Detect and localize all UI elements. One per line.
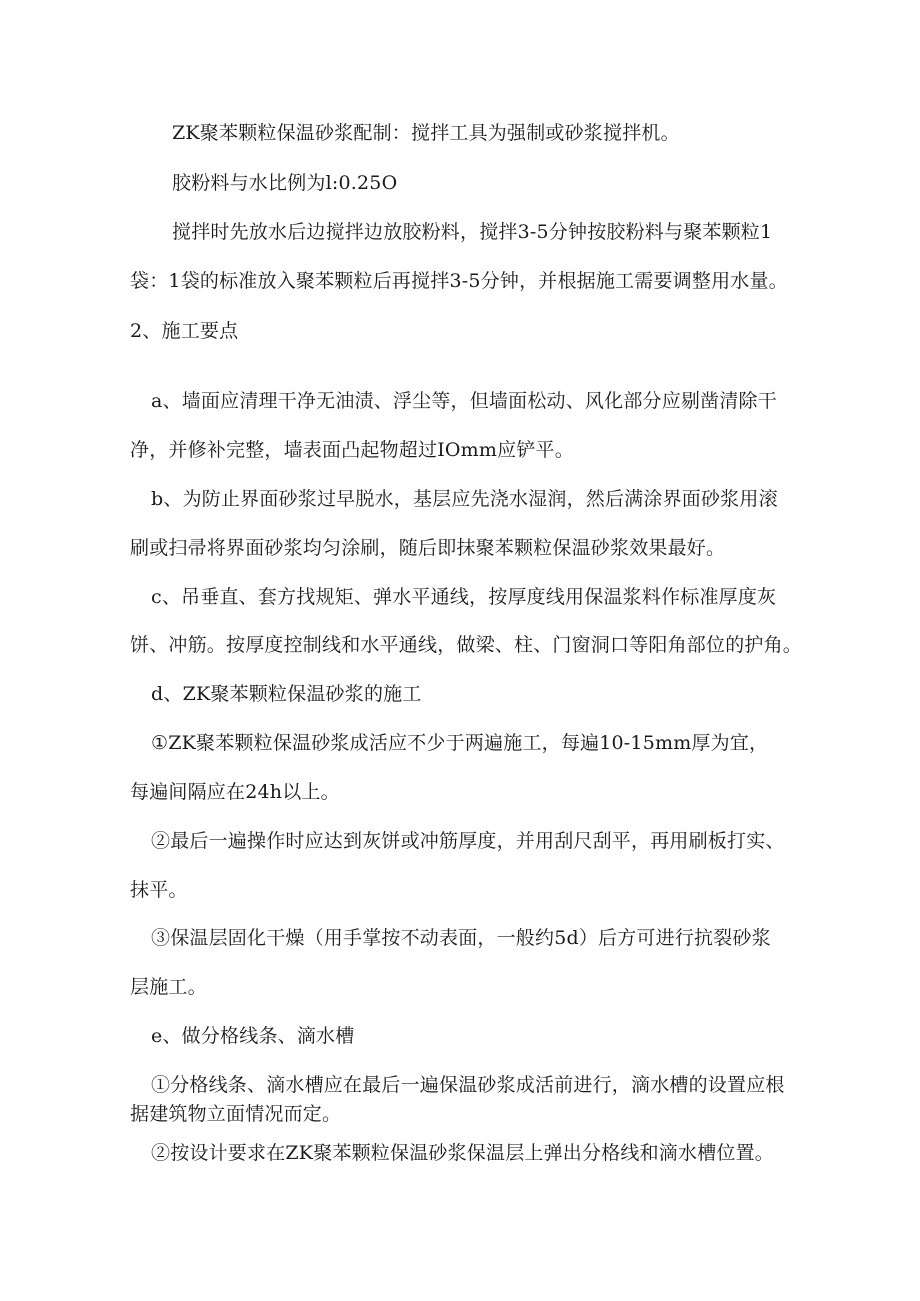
text-line: ①ZK聚苯颗粒保温砂浆成活应不少于两遍施工，每遍10-15mm厚为宜， <box>151 732 769 754</box>
text-line: 搅拌时先放水后边搅拌边放胶粉料，搅拌3-5分钟按胶粉料与聚苯颗粒1 <box>172 221 773 243</box>
text-line: 层施工。 <box>130 976 207 998</box>
text-line: b、为防止界面砂浆过早脱水，基层应先浇水湿润，然后满涂界面砂浆用滚 <box>151 488 778 510</box>
text-line: c、吊垂直、套方找规矩、弹水平通线，按厚度线用保温浆料作标准厚度灰 <box>151 586 777 608</box>
text-line: 刷或扫帚将界面砂浆均匀涂刷，随后即抹聚苯颗粒保温砂浆效果最好。 <box>130 537 726 559</box>
text-line: 抹平。 <box>130 879 188 901</box>
text-line: 饼、冲筋。按厚度控制线和水平通线，做梁、柱、门窗洞口等阳角部位的护角。 <box>130 634 803 656</box>
text-line: ZK聚苯颗粒保温砂浆配制：搅拌工具为强制或砂浆搅拌机。 <box>172 122 680 144</box>
subsection-heading: d、ZK聚苯颗粒保温砂浆的施工 <box>151 683 422 705</box>
text-line: ③保温层固化干燥（用手掌按不动表面，一般约5d）后方可进行抗裂砂浆 <box>151 927 771 949</box>
subsection-heading: e、做分格线条、滴水槽 <box>151 1025 355 1047</box>
text-line: 胶粉料与水比例为l:0.25O <box>172 172 398 194</box>
text-line: 每遍间隔应在24h以上。 <box>130 781 340 803</box>
text-line: 据建筑物立面情况而定。 <box>130 1103 342 1125</box>
text-line: ②按设计要求在ZK聚苯颗粒保温砂浆保温层上弹出分格线和滴水槽位置。 <box>151 1142 774 1164</box>
text-line: 净，并修补完整，墙表面凸起物超过IOmm应铲平。 <box>130 439 574 461</box>
text-line: a、墙面应清理干净无油渍、浮尘等，但墙面松动、风化部分应剔凿清除干 <box>151 390 777 412</box>
section-heading: 2、施工要点 <box>130 320 239 342</box>
text-line: ②最后一遍操作时应达到灰饼或冲筋厚度，并用刮尺刮平，再用刷板打实、 <box>151 830 785 852</box>
text-line: ①分格线条、滴水槽应在最后一遍保温砂浆成活前进行，滴水槽的设置应根 <box>151 1074 785 1096</box>
text-line: 袋：1袋的标准放入聚苯颗粒后再搅拌3-5分钟，并根据施工需要调整用水量。 <box>130 270 788 292</box>
